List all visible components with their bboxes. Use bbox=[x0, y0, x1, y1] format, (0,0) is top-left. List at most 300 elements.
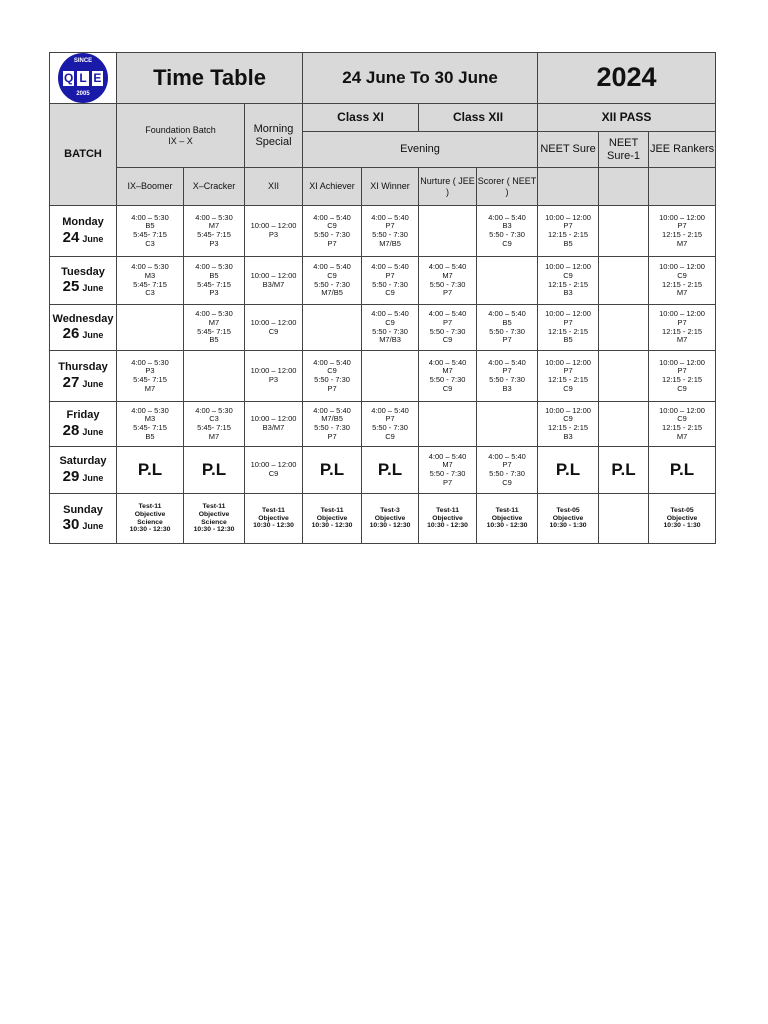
cell-line: 4:00 – 5:40 bbox=[371, 405, 409, 415]
day-name: Friday bbox=[66, 409, 100, 422]
day-date: 30 bbox=[62, 516, 80, 534]
schedule-row bbox=[50, 351, 716, 402]
class-cell bbox=[477, 206, 538, 257]
neet-sure-1-header: NEET Sure-1 bbox=[599, 132, 649, 168]
class-cell bbox=[419, 257, 477, 305]
cell-line: 4:00 – 5:40 bbox=[313, 212, 351, 222]
cell-line: 5:50 - 7:30 bbox=[489, 230, 525, 239]
class-cell bbox=[303, 206, 362, 257]
empty-cell bbox=[599, 402, 649, 447]
test-cell bbox=[419, 494, 477, 544]
cell-line: Test-11 bbox=[262, 506, 285, 514]
day-month: June bbox=[82, 426, 104, 437]
class-cell bbox=[362, 305, 419, 351]
cell-line: 10:30 - 1:30 bbox=[549, 522, 587, 530]
cell-line: 10:00 – 12:00 bbox=[250, 460, 297, 470]
cell-line: P7 bbox=[563, 221, 573, 231]
cell-line: 12:15 - 2:15 bbox=[662, 375, 703, 384]
logo-cell bbox=[50, 53, 117, 104]
cell-line: 5:45- 7:15 bbox=[197, 326, 231, 336]
class-cell bbox=[538, 257, 599, 305]
class-cell bbox=[117, 257, 184, 305]
cell-line: C9 bbox=[677, 270, 687, 280]
empty-cell bbox=[419, 402, 477, 447]
cell-line: M7 bbox=[208, 431, 220, 441]
cell-line: P7 bbox=[327, 383, 337, 393]
foundation-batch-header bbox=[117, 104, 245, 168]
day-month: June bbox=[82, 521, 104, 532]
cell-line: 5:45- 7:15 bbox=[197, 423, 231, 432]
schedule-row bbox=[50, 305, 716, 351]
empty-header bbox=[538, 168, 599, 206]
class-cell bbox=[538, 351, 599, 402]
cell-line: 4:00 – 5:40 bbox=[428, 357, 467, 367]
day-name: Sunday bbox=[63, 503, 103, 516]
empty-cell bbox=[599, 257, 649, 305]
cell-line: B3 bbox=[563, 431, 573, 441]
cell-line: 4:00 – 5:30 bbox=[195, 212, 233, 222]
day-date: 29 bbox=[62, 467, 80, 485]
timetable bbox=[49, 52, 716, 544]
cell-line: 12:15 - 2:15 bbox=[548, 230, 589, 239]
day-cell bbox=[50, 206, 117, 257]
cell-line: P7 bbox=[327, 238, 337, 248]
xi-winner-header: XI Winner bbox=[362, 168, 419, 206]
logo-letter: E bbox=[91, 70, 104, 87]
cell-line: C3 bbox=[145, 288, 155, 298]
cell-line: 10:00 – 12:00 bbox=[250, 270, 297, 280]
cell-line: M7 bbox=[208, 317, 220, 327]
cell-line: 10:30 - 12:30 bbox=[253, 522, 294, 530]
cell-line: 5:50 - 7:30 bbox=[314, 279, 350, 289]
empty-cell bbox=[599, 206, 649, 257]
batch-header: BATCH bbox=[50, 104, 117, 206]
day-date: 27 bbox=[62, 373, 80, 391]
cell-line: P7 bbox=[385, 414, 395, 424]
date-range: 24 June To 30 June bbox=[303, 53, 538, 104]
cell-line: P7 bbox=[502, 335, 512, 345]
cell-line: 5:50 - 7:30 bbox=[372, 423, 408, 432]
cell-line: B5 bbox=[502, 317, 512, 327]
cell-line: Objective bbox=[666, 514, 698, 522]
cell-line: 12:15 - 2:15 bbox=[548, 279, 589, 289]
class-cell bbox=[419, 305, 477, 351]
class-cell bbox=[245, 447, 303, 494]
day-date: 24 bbox=[62, 228, 80, 246]
cell-line: P7 bbox=[327, 431, 337, 441]
empty-cell bbox=[117, 305, 184, 351]
empty-cell bbox=[599, 305, 649, 351]
cell-line: 4:00 – 5:40 bbox=[313, 357, 351, 367]
cell-line: Test-11 bbox=[138, 502, 162, 510]
day-date: 26 bbox=[62, 325, 80, 343]
cell-line: 5:50 - 7:30 bbox=[314, 423, 350, 432]
cell-line: 4:00 – 5:40 bbox=[428, 262, 467, 272]
cell-line: 10:00 – 12:00 bbox=[659, 309, 705, 319]
jee-rankers-header: JEE Rankers bbox=[649, 132, 716, 168]
cell-line: 10:00 – 12:00 bbox=[250, 317, 297, 327]
cell-line: 5:45- 7:15 bbox=[133, 279, 167, 289]
day-month: June bbox=[82, 330, 104, 341]
cell-line: B3 bbox=[502, 221, 512, 231]
schedule-row bbox=[50, 257, 716, 305]
cell-line: 4:00 – 5:40 bbox=[371, 309, 409, 319]
cell-line: M7 bbox=[208, 221, 220, 231]
logo-since-text: SINCE bbox=[73, 58, 93, 64]
cell-line: M7 bbox=[442, 366, 453, 376]
cell-line: 4:00 – 5:40 bbox=[371, 212, 409, 222]
cell-line: 10:00 – 12:00 bbox=[545, 212, 591, 222]
cell-line: 10:30 - 12:30 bbox=[369, 522, 411, 530]
test-cell bbox=[362, 494, 419, 544]
xii-pass-header: XII PASS bbox=[538, 104, 716, 132]
cell-line: Test-11 bbox=[436, 506, 459, 514]
xi-achiever-header: XI Achiever bbox=[303, 168, 362, 206]
schedule-row bbox=[50, 206, 716, 257]
class-cell bbox=[245, 402, 303, 447]
cell-line: 10:30 - 12:30 bbox=[311, 522, 353, 530]
empty-cell bbox=[599, 351, 649, 402]
cell-line: P3 bbox=[209, 288, 219, 298]
empty-cell bbox=[599, 494, 649, 544]
class-cell bbox=[245, 257, 303, 305]
cell-line: Test-05 bbox=[556, 506, 580, 514]
class-cell bbox=[538, 206, 599, 257]
day-cell bbox=[50, 402, 117, 447]
cell-line: Objective bbox=[198, 510, 230, 518]
foundation-label: Foundation Batch bbox=[145, 125, 216, 136]
day-cell bbox=[50, 447, 117, 494]
class-cell bbox=[303, 402, 362, 447]
personal-leave-cell: P.L bbox=[184, 447, 245, 494]
cell-line: 10:30 - 12:30 bbox=[129, 526, 171, 534]
cell-line: 12:15 - 2:15 bbox=[662, 230, 703, 239]
cell-line: 5:50 - 7:30 bbox=[429, 469, 466, 478]
class-cell bbox=[649, 351, 716, 402]
xii-header: XII bbox=[245, 168, 303, 206]
cell-line: Objective bbox=[258, 514, 289, 522]
test-cell bbox=[538, 494, 599, 544]
cell-line: 5:50 - 7:30 bbox=[429, 375, 466, 384]
cell-line: M3 bbox=[144, 270, 156, 280]
personal-leave-cell: P.L bbox=[117, 447, 184, 494]
class-cell bbox=[117, 206, 184, 257]
cell-line: C9 bbox=[385, 431, 395, 441]
class-cell bbox=[649, 305, 716, 351]
cell-line: B5 bbox=[145, 221, 155, 231]
class-xi-header: Class XI bbox=[303, 104, 419, 132]
foundation-sub-label: IX – X bbox=[168, 135, 193, 146]
cell-line: M7 bbox=[676, 238, 688, 248]
cell-line: 5:45- 7:15 bbox=[133, 375, 167, 384]
neet-sure-header: NEET Sure bbox=[538, 132, 599, 168]
cell-line: 4:00 – 5:40 bbox=[428, 451, 467, 461]
class-cell bbox=[184, 305, 245, 351]
day-date: 28 bbox=[62, 421, 80, 439]
cell-line: Science bbox=[201, 518, 227, 526]
test-cell bbox=[649, 494, 716, 544]
cell-line: Test-3 bbox=[380, 506, 400, 514]
day-name: Tuesday bbox=[61, 265, 105, 278]
cell-line: P7 bbox=[502, 366, 512, 376]
cell-line: 5:50 - 7:30 bbox=[372, 279, 408, 289]
cell-line: P7 bbox=[442, 317, 453, 327]
cell-line: B3 bbox=[563, 288, 573, 298]
cell-line: 4:00 – 5:30 bbox=[131, 262, 169, 272]
cell-line: 4:00 – 5:40 bbox=[313, 262, 351, 272]
cell-line: C9 bbox=[442, 335, 453, 345]
cell-line: Objective bbox=[491, 514, 523, 522]
cell-line: 4:00 – 5:30 bbox=[131, 212, 169, 222]
cell-line: M7 bbox=[144, 383, 156, 393]
cell-line: 12:15 - 2:15 bbox=[548, 326, 589, 336]
logo-letters bbox=[62, 70, 104, 85]
cell-line: Test-11 bbox=[495, 506, 519, 514]
cell-line: 10:00 – 12:00 bbox=[545, 309, 591, 319]
year: 2024 bbox=[538, 53, 716, 104]
cell-line: 10:30 - 12:30 bbox=[193, 526, 235, 534]
cell-line: C9 bbox=[502, 238, 512, 248]
test-cell bbox=[117, 494, 184, 544]
personal-leave-cell: P.L bbox=[303, 447, 362, 494]
class-cell bbox=[245, 305, 303, 351]
cell-line: 10:00 – 12:00 bbox=[545, 262, 591, 272]
cell-line: M7 bbox=[442, 270, 453, 280]
cell-line: C9 bbox=[385, 288, 395, 298]
cell-line: Objective bbox=[134, 510, 166, 518]
cell-line: Objective bbox=[552, 514, 584, 522]
cell-line: M7 bbox=[676, 431, 688, 441]
cell-line: 4:00 – 5:40 bbox=[488, 451, 526, 461]
cell-line: C9 bbox=[677, 383, 687, 393]
cell-line: 10:00 – 12:00 bbox=[659, 357, 705, 367]
cell-line: M7/B5 bbox=[321, 414, 343, 424]
cell-line: P7 bbox=[385, 221, 395, 231]
class-cell bbox=[362, 206, 419, 257]
cell-line: C9 bbox=[327, 366, 337, 376]
cell-line: Objective bbox=[432, 514, 463, 522]
class-cell bbox=[117, 402, 184, 447]
test-cell bbox=[303, 494, 362, 544]
cell-line: C9 bbox=[327, 270, 337, 280]
cell-line: 4:00 – 5:40 bbox=[371, 262, 409, 272]
cell-line: 4:00 – 5:40 bbox=[488, 309, 526, 319]
cell-line: P7 bbox=[502, 460, 512, 470]
cell-line: B5 bbox=[145, 431, 155, 441]
cell-line: P7 bbox=[563, 366, 573, 376]
cell-line: 5:45- 7:15 bbox=[133, 423, 167, 432]
class-cell bbox=[649, 402, 716, 447]
cell-line: 10:00 – 12:00 bbox=[250, 414, 297, 424]
cell-line: P3 bbox=[145, 366, 155, 376]
cell-line: M7/B5 bbox=[379, 238, 401, 248]
nurture-header: Nurture ( JEE ) bbox=[419, 168, 477, 206]
cell-line: M3 bbox=[144, 414, 156, 424]
class-cell bbox=[649, 257, 716, 305]
cell-line: C9 bbox=[563, 270, 573, 280]
x-cracker-header: X–Cracker bbox=[184, 168, 245, 206]
cell-line: C9 bbox=[385, 317, 395, 327]
cell-line: 4:00 – 5:40 bbox=[313, 405, 351, 415]
cell-line: B5 bbox=[209, 270, 219, 280]
cell-line: P7 bbox=[563, 317, 573, 327]
cell-line: P7 bbox=[677, 366, 687, 376]
cell-line: B3/M7 bbox=[262, 423, 285, 432]
empty-cell bbox=[477, 257, 538, 305]
day-month: June bbox=[82, 378, 104, 389]
cell-line: 5:50 - 7:30 bbox=[489, 326, 525, 336]
class-cell bbox=[117, 351, 184, 402]
cell-line: Science bbox=[137, 518, 163, 526]
cell-line: 10:30 - 12:30 bbox=[427, 522, 468, 530]
cell-line: 12:15 - 2:15 bbox=[662, 326, 703, 336]
cell-line: C9 bbox=[677, 414, 687, 424]
cell-line: 4:00 – 5:30 bbox=[131, 405, 169, 415]
cell-line: C9 bbox=[442, 383, 453, 393]
empty-header bbox=[599, 168, 649, 206]
cell-line: 10:00 – 12:00 bbox=[545, 405, 591, 415]
empty-cell bbox=[477, 402, 538, 447]
class-cell bbox=[303, 351, 362, 402]
cell-line: 5:50 - 7:30 bbox=[372, 230, 408, 239]
cell-line: B3/M7 bbox=[262, 279, 285, 289]
schedule-row bbox=[50, 447, 716, 494]
cell-line: 5:50 - 7:30 bbox=[489, 469, 525, 478]
day-date: 25 bbox=[62, 278, 80, 296]
test-cell bbox=[184, 494, 245, 544]
class-cell bbox=[362, 257, 419, 305]
personal-leave-cell: P.L bbox=[649, 447, 716, 494]
cell-line: B5 bbox=[563, 238, 573, 248]
cell-line: C9 bbox=[563, 383, 573, 393]
ix-boomer-header: IX–Boomer bbox=[117, 168, 184, 206]
cell-line: P7 bbox=[677, 317, 687, 327]
cell-line: 5:50 - 7:30 bbox=[314, 375, 350, 384]
logo-letter: L bbox=[76, 70, 89, 87]
cell-line: M7/B3 bbox=[379, 335, 401, 345]
test-cell bbox=[477, 494, 538, 544]
cell-line: Test-11 bbox=[320, 506, 344, 514]
cell-line: 12:15 - 2:15 bbox=[548, 423, 589, 432]
class-cell bbox=[303, 257, 362, 305]
class-cell bbox=[362, 402, 419, 447]
cell-line: Test-05 bbox=[670, 506, 694, 514]
personal-leave-cell: P.L bbox=[599, 447, 649, 494]
cell-line: 5:50 - 7:30 bbox=[429, 326, 466, 336]
page-title: Time Table bbox=[117, 53, 303, 104]
cell-line: C9 bbox=[327, 221, 337, 231]
empty-cell bbox=[303, 305, 362, 351]
day-name: Thursday bbox=[58, 361, 108, 374]
cell-line: C9 bbox=[268, 469, 279, 478]
day-name: Monday bbox=[62, 216, 104, 229]
class-cell bbox=[649, 206, 716, 257]
logo-letter: Q bbox=[63, 71, 74, 85]
cell-line: M7 bbox=[442, 460, 453, 470]
cell-line: 10:00 – 12:00 bbox=[545, 357, 591, 367]
cell-line: P3 bbox=[209, 238, 219, 248]
cell-line: 4:00 – 5:30 bbox=[195, 405, 233, 415]
class-cell bbox=[245, 351, 303, 402]
cell-line: B3 bbox=[502, 383, 512, 393]
logo-year-text: 2005 bbox=[76, 91, 90, 98]
cell-line: P7 bbox=[442, 288, 453, 298]
morning-special-header: Morning Special bbox=[245, 104, 303, 168]
cell-line: M7 bbox=[676, 335, 688, 345]
cell-line: 4:00 – 5:30 bbox=[195, 309, 233, 319]
personal-leave-cell: P.L bbox=[362, 447, 419, 494]
cell-line: Test-11 bbox=[202, 502, 226, 510]
cell-line: 10:00 – 12:00 bbox=[659, 212, 705, 222]
cell-line: P3 bbox=[268, 230, 279, 239]
cell-line: P7 bbox=[385, 270, 395, 280]
cell-line: M7/B5 bbox=[321, 288, 343, 298]
day-cell bbox=[50, 494, 117, 544]
cell-line: C3 bbox=[145, 238, 155, 248]
cell-line: P7 bbox=[677, 221, 687, 231]
cell-line: C9 bbox=[563, 414, 573, 424]
schedule-row bbox=[50, 494, 716, 544]
cell-line: 10:00 – 12:00 bbox=[659, 405, 705, 415]
qle-logo bbox=[58, 53, 108, 103]
class-xii-header: Class XII bbox=[419, 104, 538, 132]
class-cell bbox=[538, 402, 599, 447]
empty-cell bbox=[419, 206, 477, 257]
cell-line: 12:15 - 2:15 bbox=[662, 279, 703, 289]
cell-line: 4:00 – 5:40 bbox=[488, 212, 526, 222]
cell-line: 5:50 - 7:30 bbox=[372, 326, 408, 336]
cell-line: 5:45- 7:15 bbox=[133, 230, 167, 239]
cell-line: 10:00 – 12:00 bbox=[659, 262, 705, 272]
cell-line: 5:50 - 7:30 bbox=[314, 230, 350, 239]
cell-line: 5:50 - 7:30 bbox=[429, 279, 466, 289]
day-cell bbox=[50, 351, 117, 402]
scorer-header: Scorer ( NEET ) bbox=[477, 168, 538, 206]
class-cell bbox=[538, 305, 599, 351]
cell-line: Objective bbox=[374, 514, 406, 522]
cell-line: 4:00 – 5:30 bbox=[195, 262, 233, 272]
cell-line: 5:50 - 7:30 bbox=[489, 375, 525, 384]
personal-leave-cell: P.L bbox=[538, 447, 599, 494]
day-name: Saturday bbox=[59, 455, 107, 468]
day-month: June bbox=[82, 283, 104, 294]
class-cell bbox=[477, 305, 538, 351]
cell-line: 12:15 - 2:15 bbox=[548, 375, 589, 384]
day-cell bbox=[50, 257, 117, 305]
cell-line: C9 bbox=[268, 326, 279, 336]
class-cell bbox=[477, 447, 538, 494]
cell-line: P7 bbox=[442, 477, 453, 487]
class-cell bbox=[419, 447, 477, 494]
cell-line: 10:30 - 12:30 bbox=[486, 522, 528, 530]
cell-line: 10:00 – 12:00 bbox=[250, 366, 297, 376]
cell-line: 4:00 – 5:40 bbox=[428, 309, 467, 319]
cell-line: 5:45- 7:15 bbox=[197, 279, 231, 289]
empty-cell bbox=[362, 351, 419, 402]
cell-line: B5 bbox=[209, 335, 219, 345]
cell-line: 5:45- 7:15 bbox=[197, 230, 231, 239]
cell-line: Objective bbox=[316, 514, 348, 522]
day-cell bbox=[50, 305, 117, 351]
day-month: June bbox=[82, 233, 104, 244]
cell-line: C3 bbox=[209, 414, 219, 424]
class-cell bbox=[184, 257, 245, 305]
cell-line: B5 bbox=[563, 335, 573, 345]
cell-line: P3 bbox=[268, 375, 279, 384]
cell-line: 4:00 – 5:30 bbox=[131, 357, 169, 367]
cell-line: 10:00 – 12:00 bbox=[250, 221, 297, 231]
class-cell bbox=[184, 206, 245, 257]
